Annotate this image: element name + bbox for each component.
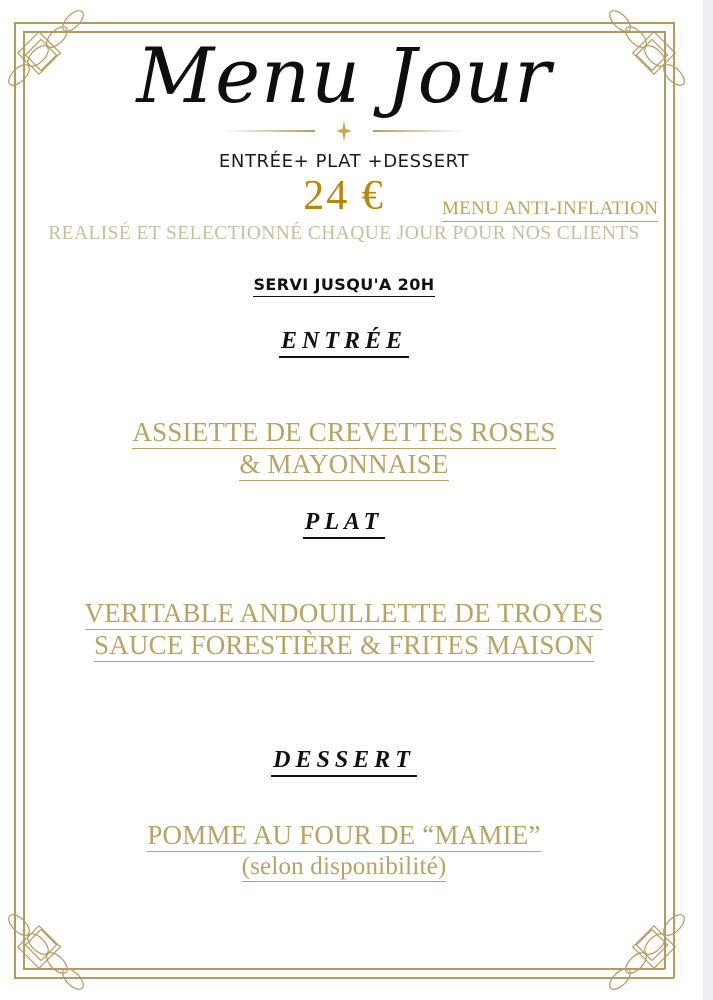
star-divider-ornament: [219, 120, 469, 142]
tagline: REALISÉ ET SELECTIONNÉ CHAQUE JOUR POUR NOS CLIENTS: [48, 223, 640, 244]
dish-line: VERITABLE ANDOUILLETTE DE TROYES: [84, 597, 604, 628]
dish-line: SAUCE FORESTIÈRE & FRITES MAISON: [94, 629, 594, 660]
section-heading-entree: ENTRÉE: [40, 328, 648, 355]
anti-inflation-badge: MENU ANTI-INFLATION: [442, 198, 658, 222]
page-title: Menu Jour: [136, 31, 552, 120]
divider-line-right-icon: [373, 130, 465, 132]
price-value: 24 €: [303, 173, 385, 219]
price-row: [40, 173, 659, 219]
frame-rule-bottom-inner: [23, 968, 665, 970]
page-edge-strip: [703, 0, 713, 1000]
frame-rule-right-outer: [673, 22, 675, 978]
section-heading-dessert: DESSERT: [40, 747, 648, 774]
frame-rule-bottom-outer: [14, 977, 674, 979]
frame-rule-left-outer: [14, 22, 16, 978]
combo-line: ENTRÉE+ PLAT +DESSERT: [218, 151, 470, 172]
corner-ornament-bottom-left-icon: [0, 890, 110, 1000]
four-pointed-star-icon: [337, 120, 352, 142]
corner-ornament-bottom-right-icon: [583, 890, 693, 1000]
dish-line: & MAYONNAISE: [239, 448, 449, 479]
menu-content: [40, 0, 659, 882]
section-heading-plat: PLAT: [40, 509, 648, 536]
frame-rule-right-inner: [664, 31, 666, 969]
dish-line: ASSIETTE DE CREVETTES ROSES: [132, 417, 556, 447]
service-note: SERVI JUSQU'A 20H: [40, 275, 648, 294]
dish-line: (selon disponibilité): [241, 853, 447, 881]
divider-line-left-icon: [223, 130, 315, 132]
dish-line: POMME AU FOUR DE “MAMIE”: [147, 820, 541, 851]
frame-rule-left-inner: [23, 31, 25, 969]
